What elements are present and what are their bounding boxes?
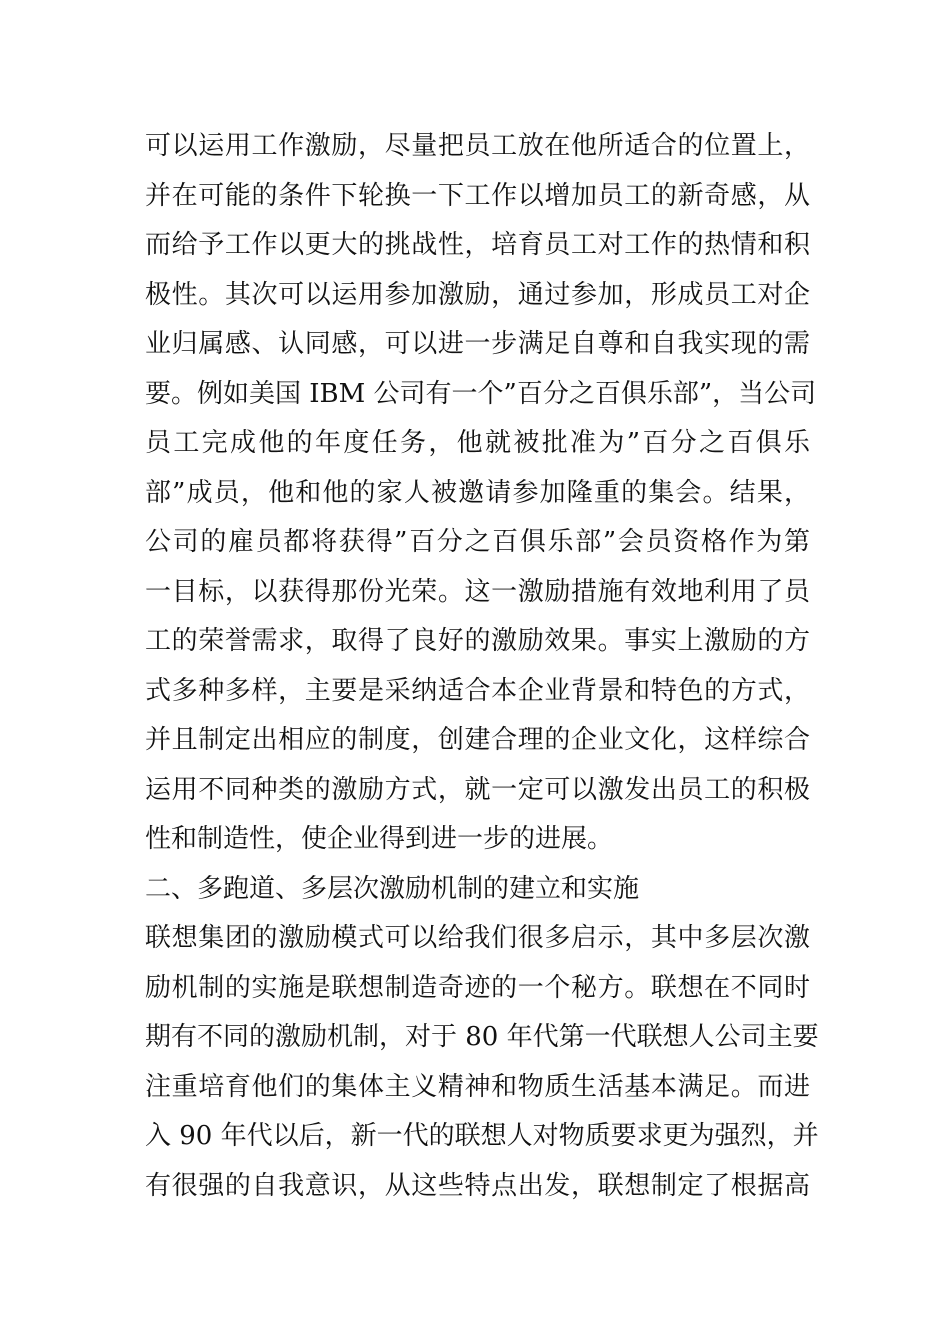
- text-line: 二、多跑道、多层次激励机制的建立和实施: [145, 873, 640, 904]
- text-line: 公司的雇员都将获得”百分之百俱乐部”会员资格作为第: [145, 527, 810, 557]
- text-line: 性和制造性，使企业得到进一步的进展。: [145, 824, 614, 854]
- text-line: 并在可能的条件下轮换一下工作以增加员工的新奇感，从: [145, 180, 810, 211]
- document-page: [145, 122, 819, 1211]
- text-line: 联想集团的激励模式可以给我们很多启示，其中多层次激: [145, 923, 810, 953]
- text-line: 工的荣誉需求，取得了良好的激励效果。事实上激励的方: [145, 626, 810, 656]
- text-line: 式多种多样，主要是采纳适合本企业背景和特色的方式，: [145, 675, 810, 706]
- text-line: 员工完成他的年度任务，他就被批准为”百分之百俱乐: [145, 428, 810, 458]
- text-line: 运用不同种类的激励方式，就一定可以激发出员工的积极: [145, 774, 810, 805]
- text-line: 业归属感、认同感，可以进一步满足自尊和自我实现的需: [145, 329, 810, 359]
- text-line: 入 90 年代以后，新一代的联想人对物质要求更为强烈，并: [145, 1121, 819, 1151]
- text-line: 部”成员，他和他的家人被邀请参加隆重的集会。结果，: [145, 477, 810, 508]
- text-line: 可以运用工作激励，尽量把员工放在他所适合的位置上，: [145, 131, 810, 161]
- text-line: 极性。其次可以运用参加激励，通过参加，形成员工对企: [145, 279, 810, 310]
- text-line: 而给予工作以更大的挑战性，培育员工对工作的热情和积: [145, 230, 810, 260]
- text-line: 期有不同的激励机制，对于 80 年代第一代联想人公司主要: [145, 1022, 819, 1052]
- text-line: 有很强的自我意识，从这些特点出发，联想制定了根据高: [145, 1170, 810, 1201]
- text-line: 要。例如美国 IBM 公司有一个”百分之百俱乐部”，当公司: [145, 378, 817, 409]
- text-line: 并且制定出相应的制度，创建合理的企业文化，这样综合: [145, 725, 810, 755]
- text-line: 一目标，以获得那份光荣。这一激励措施有效地利用了员: [145, 576, 810, 607]
- text-line: 励机制的实施是联想制造奇迹的一个秘方。联想在不同时: [145, 972, 810, 1003]
- text-line: 注重培育他们的集体主义精神和物质生活基本满足。而进: [145, 1071, 810, 1102]
